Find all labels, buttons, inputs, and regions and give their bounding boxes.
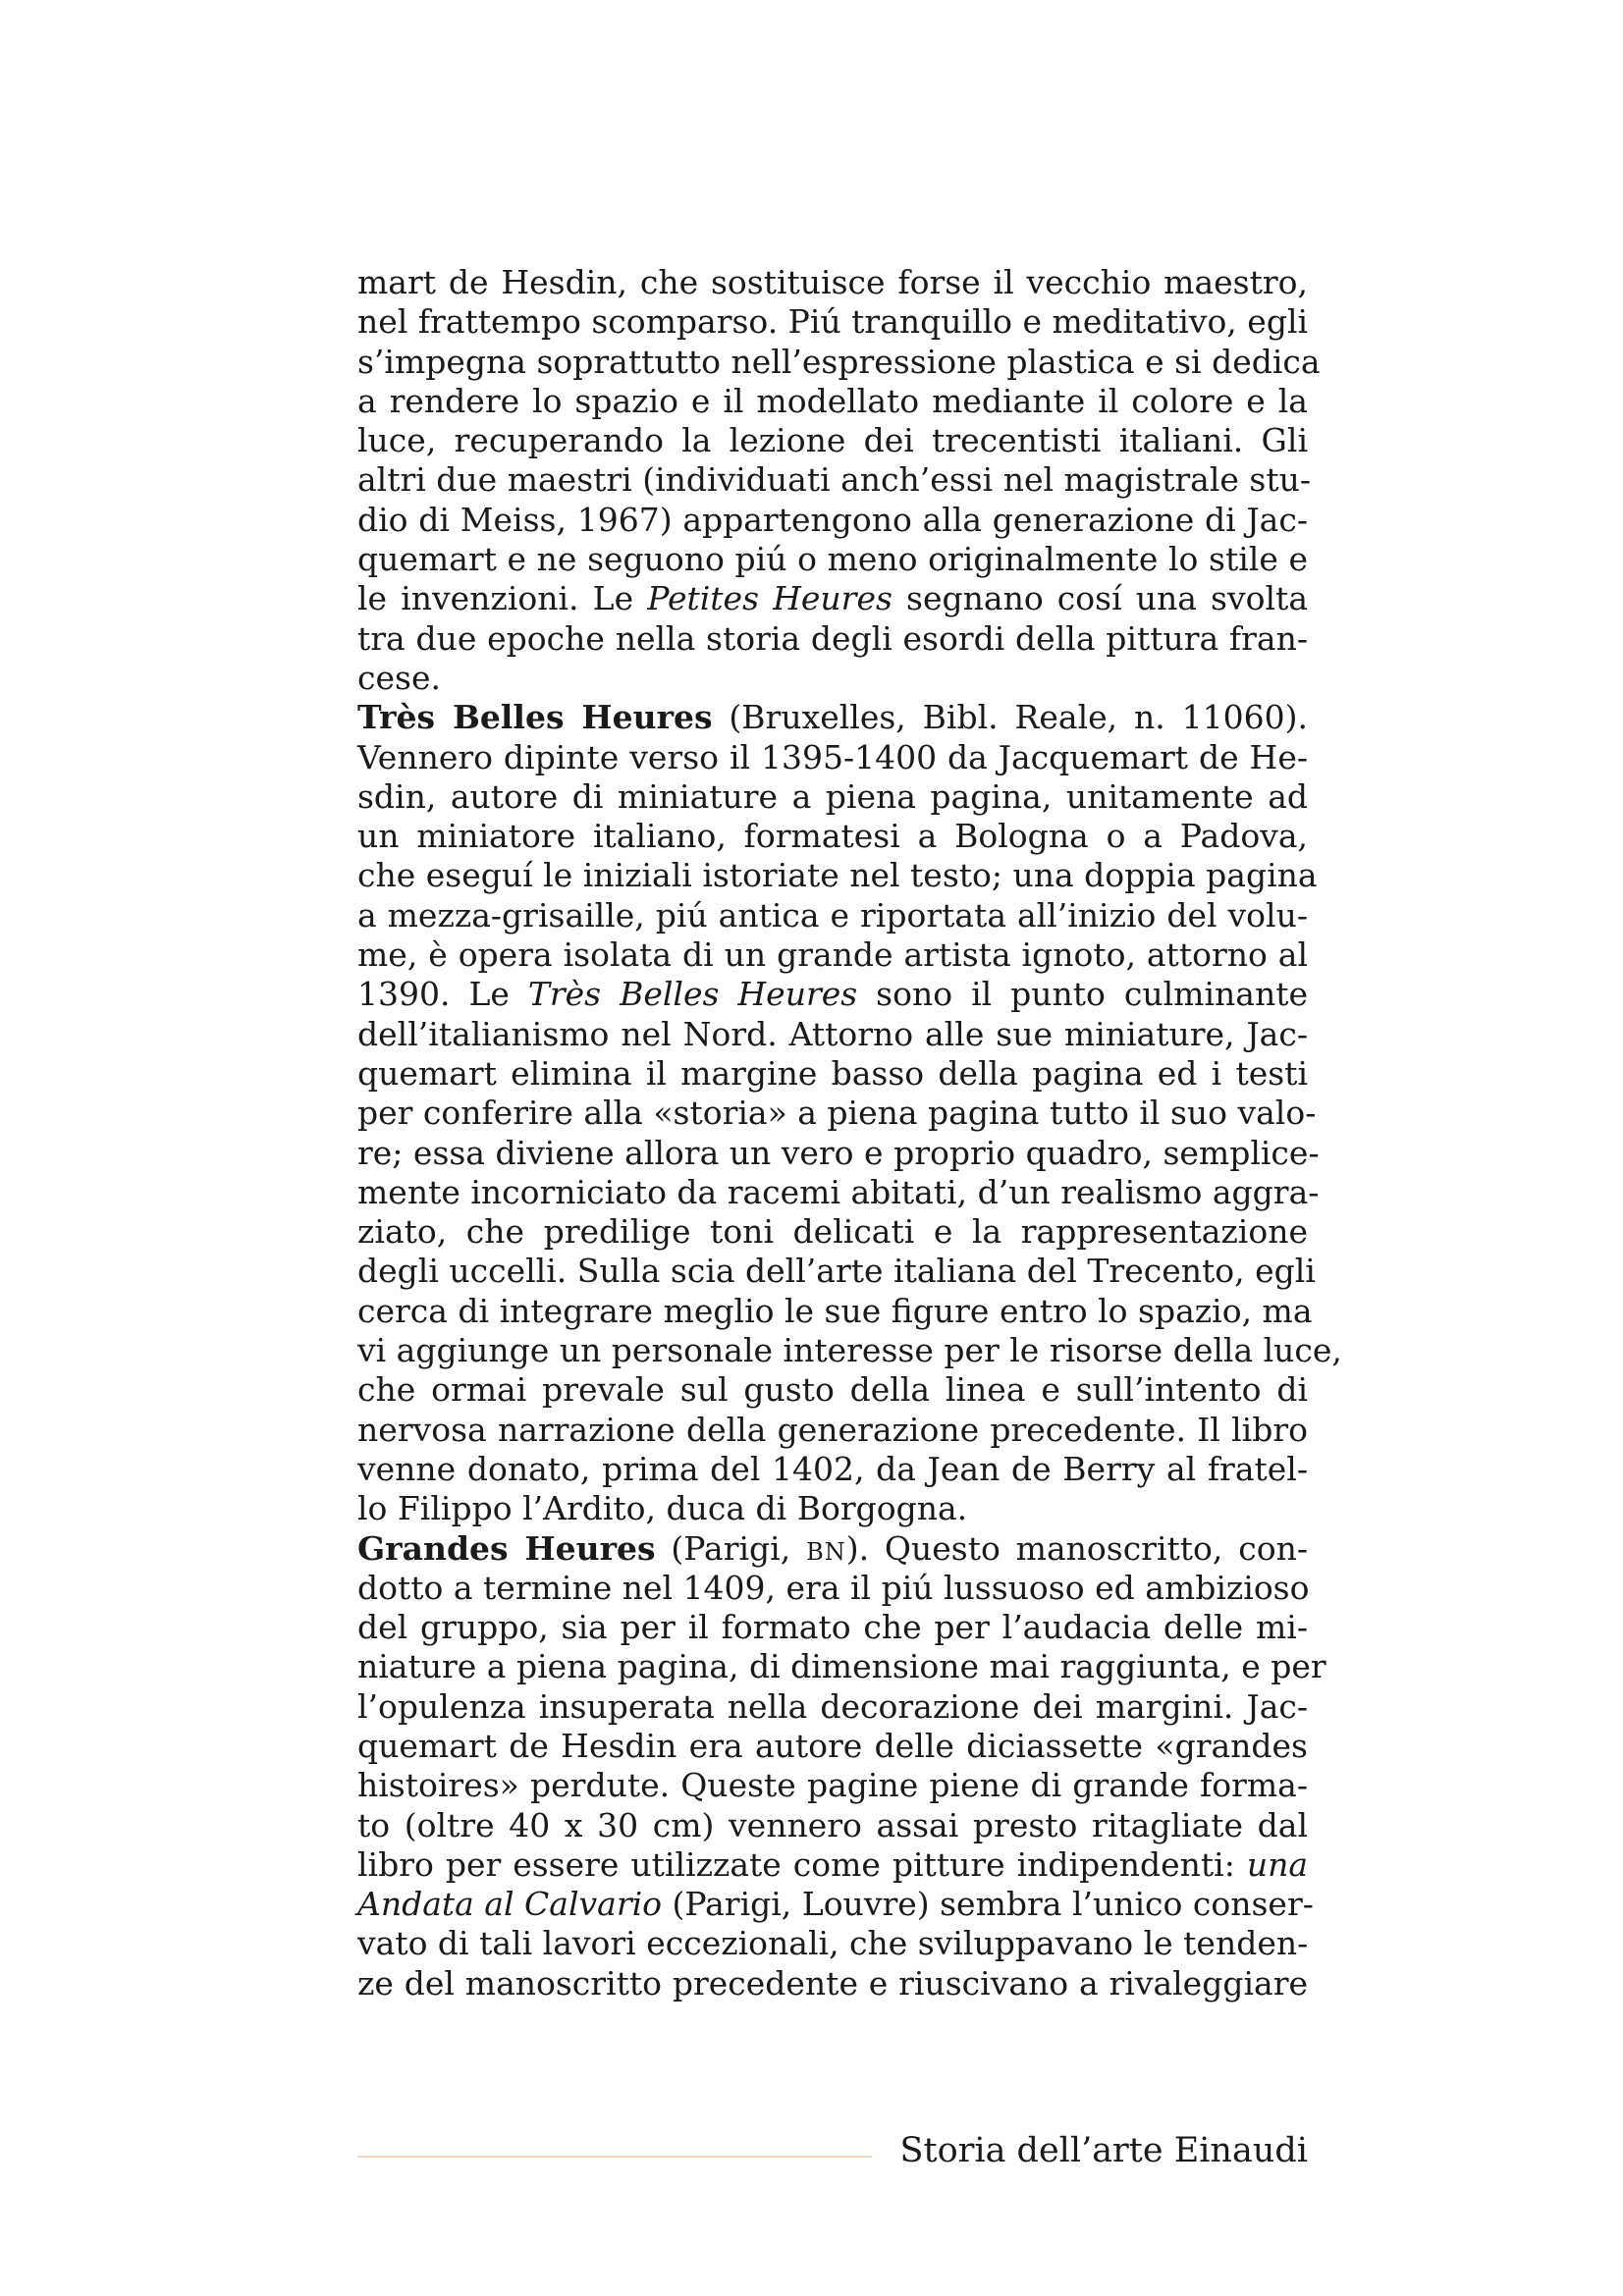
text-run: niature a piena pagina, di dimensione mai raggiunta, e per [357,1647,1326,1686]
text-run: to (oltre 40 x 30 cm) vennero assai presto ritagliate dal [357,1805,1308,1844]
text-line [357,1252,1316,1291]
text-run: (Parigi, Louvre) sembra l’unico conser- [662,1885,1314,1924]
text-line [357,1766,1308,1805]
text-run: altri due maestri (individuati anch’essi nel magistrale stu- [357,460,1312,500]
text-run: dio di Meiss, 1967) appartengono alla generazione di Jac- [357,500,1308,539]
italic-title: Très Belles Heures [527,975,858,1014]
text-line [357,382,1308,421]
text-run: ziato, che predilige toni delicati e la rappresentazione [357,1212,1308,1252]
text-run: venne donato, prima del 1402, da Jean de Berry al fratel- [357,1449,1308,1488]
text-run: sono il punto culminante [857,975,1308,1014]
text-line [357,1806,1308,1845]
text-line [357,975,1308,1014]
text-line [357,263,1308,302]
text-line [357,1924,1308,1963]
text-run: me, è opera isolata di un grande artista ignoto, attorno al [357,935,1308,975]
text-run: mart de Hesdin, che sostituisce forse il vecchio maestro, [357,263,1308,301]
text-run: cerca di integrare meglio le sue figure entro lo spazio, ma [357,1291,1313,1330]
text-line [357,1291,1313,1331]
text-line [357,1569,1308,1608]
text-run: l’opulenza insuperata nella decorazione dei margini. Jac- [357,1686,1308,1726]
text-line [357,1094,1317,1133]
text-run: quemart de Hesdin era autore delle diciassette «grandes [357,1726,1308,1765]
text-run: quemart elimina il margine basso della pagina ed i testi [357,1053,1308,1093]
text-run: segnano cosí una svolta [892,579,1308,618]
text-line [357,302,1308,342]
text-run: 1390. Le [357,975,528,1014]
text-line [357,659,1308,698]
text-run: re; essa diviene allora un vero e proprio quadro, semplice- [357,1133,1320,1172]
text-line [357,1885,1314,1924]
entry-heading: Grandes Heures [357,1528,656,1568]
text-run: s’impegna soprattutto nell’espressione plastica e si dedica [357,342,1321,381]
text-run: per conferire alla «storia» a piena pagina tutto il suo valo- [357,1094,1317,1133]
text-run: a mezza-grisaille, piú antica e riportata all’inizio del volu- [357,895,1308,934]
text-line [357,619,1308,659]
text-line [357,1450,1308,1489]
text-line [357,1687,1308,1727]
text-line [357,1212,1308,1252]
text-run: libro per essere utilizzate come pitture indipendenti: [357,1844,1247,1884]
body-text [357,263,1342,2003]
italic-title: Petites Heures [647,579,893,618]
text-line [357,1964,1308,2003]
text-run: (Bruxelles, Bibl. Reale, n. 11060). [712,698,1308,737]
text-run: a rendere lo spazio e il modellato mediante il colore e la [357,381,1308,420]
text-line [357,896,1308,935]
text-run: ze del manoscritto precedente e riuscivano a rivaleggiare [357,1963,1308,2002]
text-line [357,460,1312,500]
text-run: sdin, autore di miniature a piena pagina, unitamente ad [357,776,1308,816]
text-line [357,1647,1326,1686]
text-line [357,817,1308,856]
text-line [357,1845,1308,1885]
text-run: del gruppo, sia per il formato che per l’audacia delle mi- [357,1608,1308,1647]
text-run: dell’italianismo nel Nord. Attorno alle sue miniature, Jac- [357,1014,1308,1053]
text-run: mente incorniciato da racemi abitati, d’un realismo aggra- [357,1172,1320,1211]
text-run: histoires» perdute. Queste pagine piene di grande forma- [357,1766,1308,1805]
text-line [357,1133,1320,1173]
text-run: quemart e ne seguono piú o meno originalmente lo stile e [357,540,1308,579]
text-run: nervosa narrazione della generazione precedente. Il libro [357,1410,1308,1449]
text-line [357,856,1318,895]
text-line [357,1411,1308,1450]
italic-title: Andata al Calvario [357,1885,663,1924]
text-line [357,579,1308,618]
text-line [357,342,1321,382]
text-line [357,1529,1308,1569]
text-line [357,935,1308,975]
text-run: cese. [357,658,441,697]
text-run: lo Filippo l’Ardito, duca di Borgogna. [357,1489,968,1528]
text-line [357,1054,1308,1094]
text-run: dotto a termine nel 1409, era il piú lussuoso ed ambizioso [357,1568,1310,1607]
text-run: BN [806,1537,846,1566]
italic-title: una [1246,1844,1308,1884]
text-line [357,1489,1308,1528]
text-run: (Parigi, [655,1528,807,1568]
text-line [357,501,1308,540]
entry-heading: Très Belles Heures [357,698,713,737]
text-run: Vennero dipinte verso il 1395-1400 da Jacquemart de He- [357,737,1308,776]
text-run: che ormai prevale sul gusto della linea e sull’intento di [357,1370,1308,1410]
text-line [357,1331,1342,1370]
footer-rule [357,2156,872,2158]
text-line [357,698,1308,737]
text-line [357,738,1308,777]
text-line [357,421,1308,460]
text-line [357,1172,1320,1212]
text-line [357,777,1308,817]
text-run: tra due epoche nella storia degli esordi della pittura fran- [357,618,1308,658]
text-run: nel frattempo scomparso. Piú tranquillo e meditativo, egli [357,302,1309,342]
text-line [357,1015,1308,1054]
text-run: che eseguí le iniziali istoriate nel testo; una doppia pagina [357,856,1318,895]
footer-title: Storia dell’arte Einaudi [899,2131,1308,2170]
text-line [357,1608,1308,1647]
text-line [357,1727,1308,1766]
text-run: le invenzioni. Le [357,579,648,618]
text-run: luce, recuperando la lezione dei trecentisti italiani. Gli [357,421,1308,460]
text-run: ). Questo manoscritto, con- [845,1528,1308,1568]
text-run: vi aggiunge un personale interesse per le risorse della luce, [357,1331,1342,1370]
text-line [357,1370,1308,1410]
text-run: vato di tali lavori eccezionali, che sviluppavano le tenden- [357,1924,1309,1963]
text-run: un miniatore italiano, formatesi a Bologna o a Padova, [357,817,1308,856]
text-run: degli uccelli. Sulla scia dell’arte italiana del Trecento, egli [357,1252,1316,1291]
text-line [357,540,1308,579]
